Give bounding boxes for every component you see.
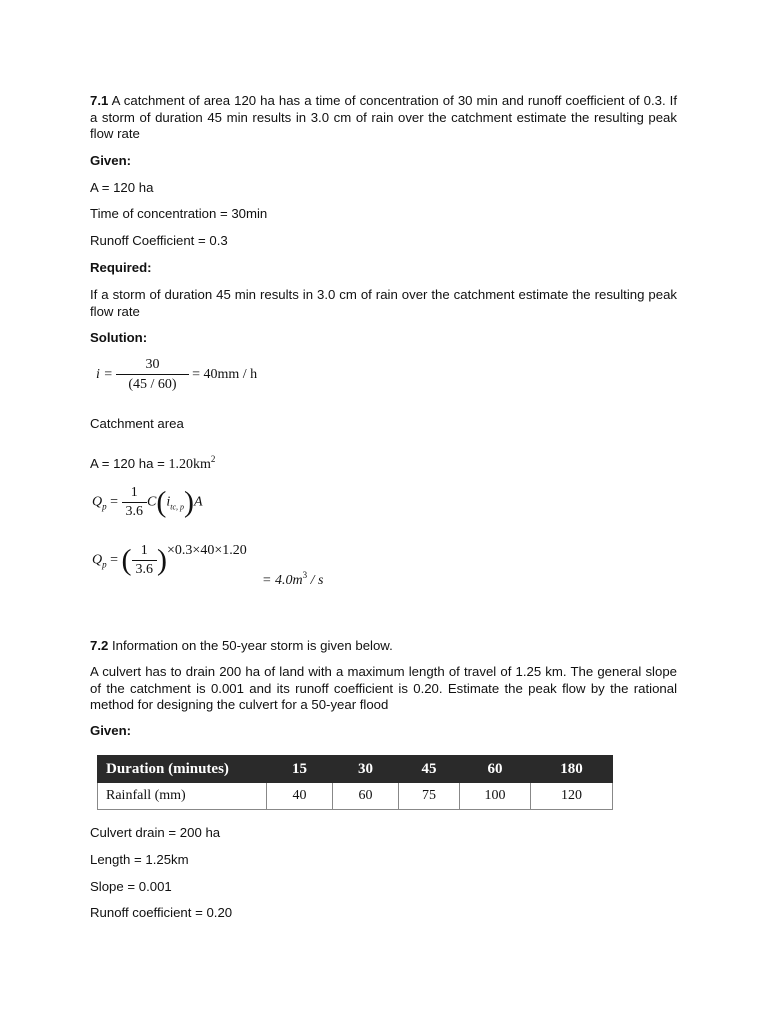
duration-cell: 45 <box>399 756 460 783</box>
rainfall-cell: 100 <box>460 783 531 810</box>
rainfall-cell: 60 <box>333 783 399 810</box>
rainfall-cell: 40 <box>267 783 333 810</box>
required-heading: Required: <box>90 260 152 275</box>
given-slope: Slope = 0.001 <box>90 879 172 894</box>
given-heading: Given: <box>90 153 132 168</box>
catchment-area-label: Catchment area <box>90 416 184 431</box>
given-area: A = 120 ha <box>90 180 154 195</box>
problem-number: 7.2 <box>90 638 109 653</box>
given-runoff-coefficient: Runoff Coefficient = 0.3 <box>90 233 228 248</box>
intensity-equation: i = $\frac{30}{(45 / 60)}$ = 40mm / h <box>96 357 258 392</box>
problem-7-1-statement <box>90 93 677 143</box>
given-length: Length = 1.25km <box>90 852 189 867</box>
duration-cell: 180 <box>531 756 613 783</box>
given-time-of-concentration: Time of concentration = 30min <box>90 206 268 221</box>
rainfall-table <box>97 755 613 810</box>
solution-heading: Solution: <box>90 330 148 345</box>
peak-flow-result: = $4.0m^3$ / s <box>262 570 324 588</box>
area-conversion: A = 120 ha = $1.20km^2$ <box>90 454 216 472</box>
table-header-row <box>98 756 613 783</box>
rational-formula-equation: $Q_p$ = $\frac{1}{3.6}$ $C(i_{tc, p})A$ <box>92 485 203 519</box>
problem-7-2-intro: 7.2 Information on the 50-year storm is given below. <box>90 638 393 653</box>
duration-cell: 15 <box>267 756 333 783</box>
rainfall-cell: 75 <box>399 783 460 810</box>
table-row <box>98 783 613 810</box>
required-text: If a storm of duration 45 min results in 3.0 cm of rain over the catchment estimate the resulting peak flow rate <box>90 287 677 319</box>
problem-text: A catchment of area 120 ha has a time of concentration of 30 min and runoff coefficient of 0.3. If a storm of duration 45 min results in 3.0 cm of rain over the catchment estimate the resulting peak flow rate <box>90 93 677 141</box>
problem-7-2-statement: A culvert has to drain 200 ha of land with a maximum length of travel of 1.25 km. The general slope of the catchment is 0.001 and its runoff coefficient is 0.20. Estimate the peak flow by the rational method for designing the culvert for a 50-year flood <box>90 664 677 712</box>
peak-flow-equation: $Q_p$ = ( $\frac{1}{3.6}$ )×0.3×40×1.20 <box>92 542 247 577</box>
duration-cell: 30 <box>333 756 399 783</box>
given-culvert-drain: Culvert drain = 200 ha <box>90 825 221 840</box>
duration-cell: 60 <box>460 756 531 783</box>
given-runoff-coefficient: Runoff coefficient = 0.20 <box>90 905 233 920</box>
duration-header: Duration (minutes) <box>98 756 267 783</box>
rainfall-cell: 120 <box>531 783 613 810</box>
problem-number: 7.1 <box>90 93 109 108</box>
rainfall-row-label: Rainfall (mm) <box>98 783 267 810</box>
given-heading: Given: <box>90 723 132 738</box>
